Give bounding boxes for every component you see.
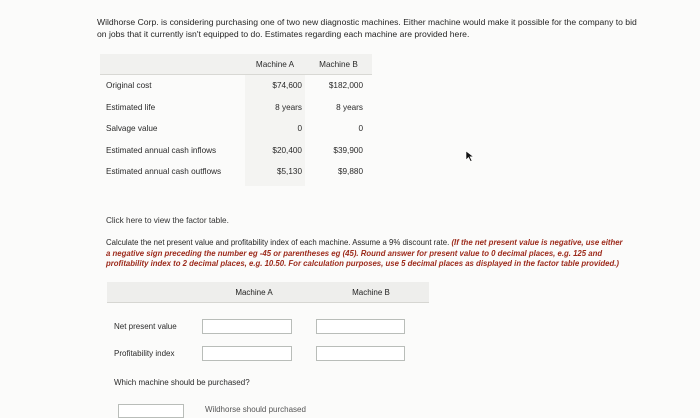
machine-estimates-table: [100, 54, 372, 183]
row-label: Estimated annual cash outflows: [106, 167, 222, 177]
row-label: Estimated annual cash inflows: [106, 145, 217, 155]
machine-a-value: 0: [297, 124, 302, 134]
table-header: [100, 54, 372, 75]
npv-machine-a-input[interactable]: [202, 319, 291, 334]
table-row: [107, 313, 429, 340]
table-row: [100, 140, 372, 162]
table-row: [100, 97, 372, 119]
factor-table-link[interactable]: Click here to view the factor table.: [106, 216, 229, 225]
machine-a-value: 8 years: [275, 102, 302, 112]
row-label: Net present value: [114, 322, 177, 331]
header-machine-a: Machine A: [235, 287, 273, 297]
problem-intro: Wildhorse Corp. is considering purchasing one of two new diagnostic machines. Either machine would make it possible for the company to bid on jobs that it currently isn't equipped to do. Estimates regarding each machine are provided here.: [97, 17, 637, 39]
mouse-cursor-icon: [465, 150, 475, 162]
machine-a-value: $5,130: [276, 167, 302, 177]
machine-b-value: $182,000: [328, 81, 363, 91]
table-row: [107, 340, 429, 367]
instruction-warning: (If the net present value is negative, use either a negative sign preceding the number eg -45 or parentheses eg (45). Round answer for present value to 0 decimal places, e.g. 125 and profitability index to 2 decimal places, e.g. 10.50. For calculation purposes, use 5 decimal places as displayed in the factor table provided.): [106, 238, 623, 268]
pi-machine-a-input[interactable]: [202, 346, 291, 361]
header-machine-a: Machine A: [255, 59, 295, 69]
table-row: [100, 75, 372, 97]
machine-b-value: $9,880: [337, 167, 363, 177]
machine-choice-dropdown[interactable]: [118, 404, 184, 418]
pi-machine-b-input[interactable]: [316, 346, 405, 361]
instructions: [106, 238, 626, 270]
row-label: Original cost: [106, 81, 152, 91]
table-row: [100, 161, 372, 183]
instruction-text: Calculate the net present value and profitability index of each machine. Assume a 9% discount rate.: [106, 238, 450, 247]
row-label: Salvage value: [106, 124, 158, 134]
row-label: Profitability index: [114, 349, 175, 358]
machine-a-value: $20,400: [272, 145, 302, 155]
table-row: [100, 118, 372, 140]
row-label: Estimated life: [106, 102, 156, 112]
header-machine-b: Machine B: [352, 287, 390, 297]
header-machine-b: Machine B: [319, 59, 358, 69]
npv-table-header: [107, 282, 429, 303]
machine-a-value: $74,600: [272, 81, 302, 91]
purchase-question: Which machine should be purchased?: [114, 378, 250, 387]
npv-machine-b-input[interactable]: [316, 319, 405, 334]
machine-b-value: 8 years: [336, 102, 363, 112]
machine-b-value: 0: [358, 124, 363, 134]
machine-b-value: $39,900: [333, 145, 363, 155]
answer-suffix-text: Wildhorse should purchased: [205, 405, 306, 414]
npv-answer-table: [107, 282, 429, 367]
